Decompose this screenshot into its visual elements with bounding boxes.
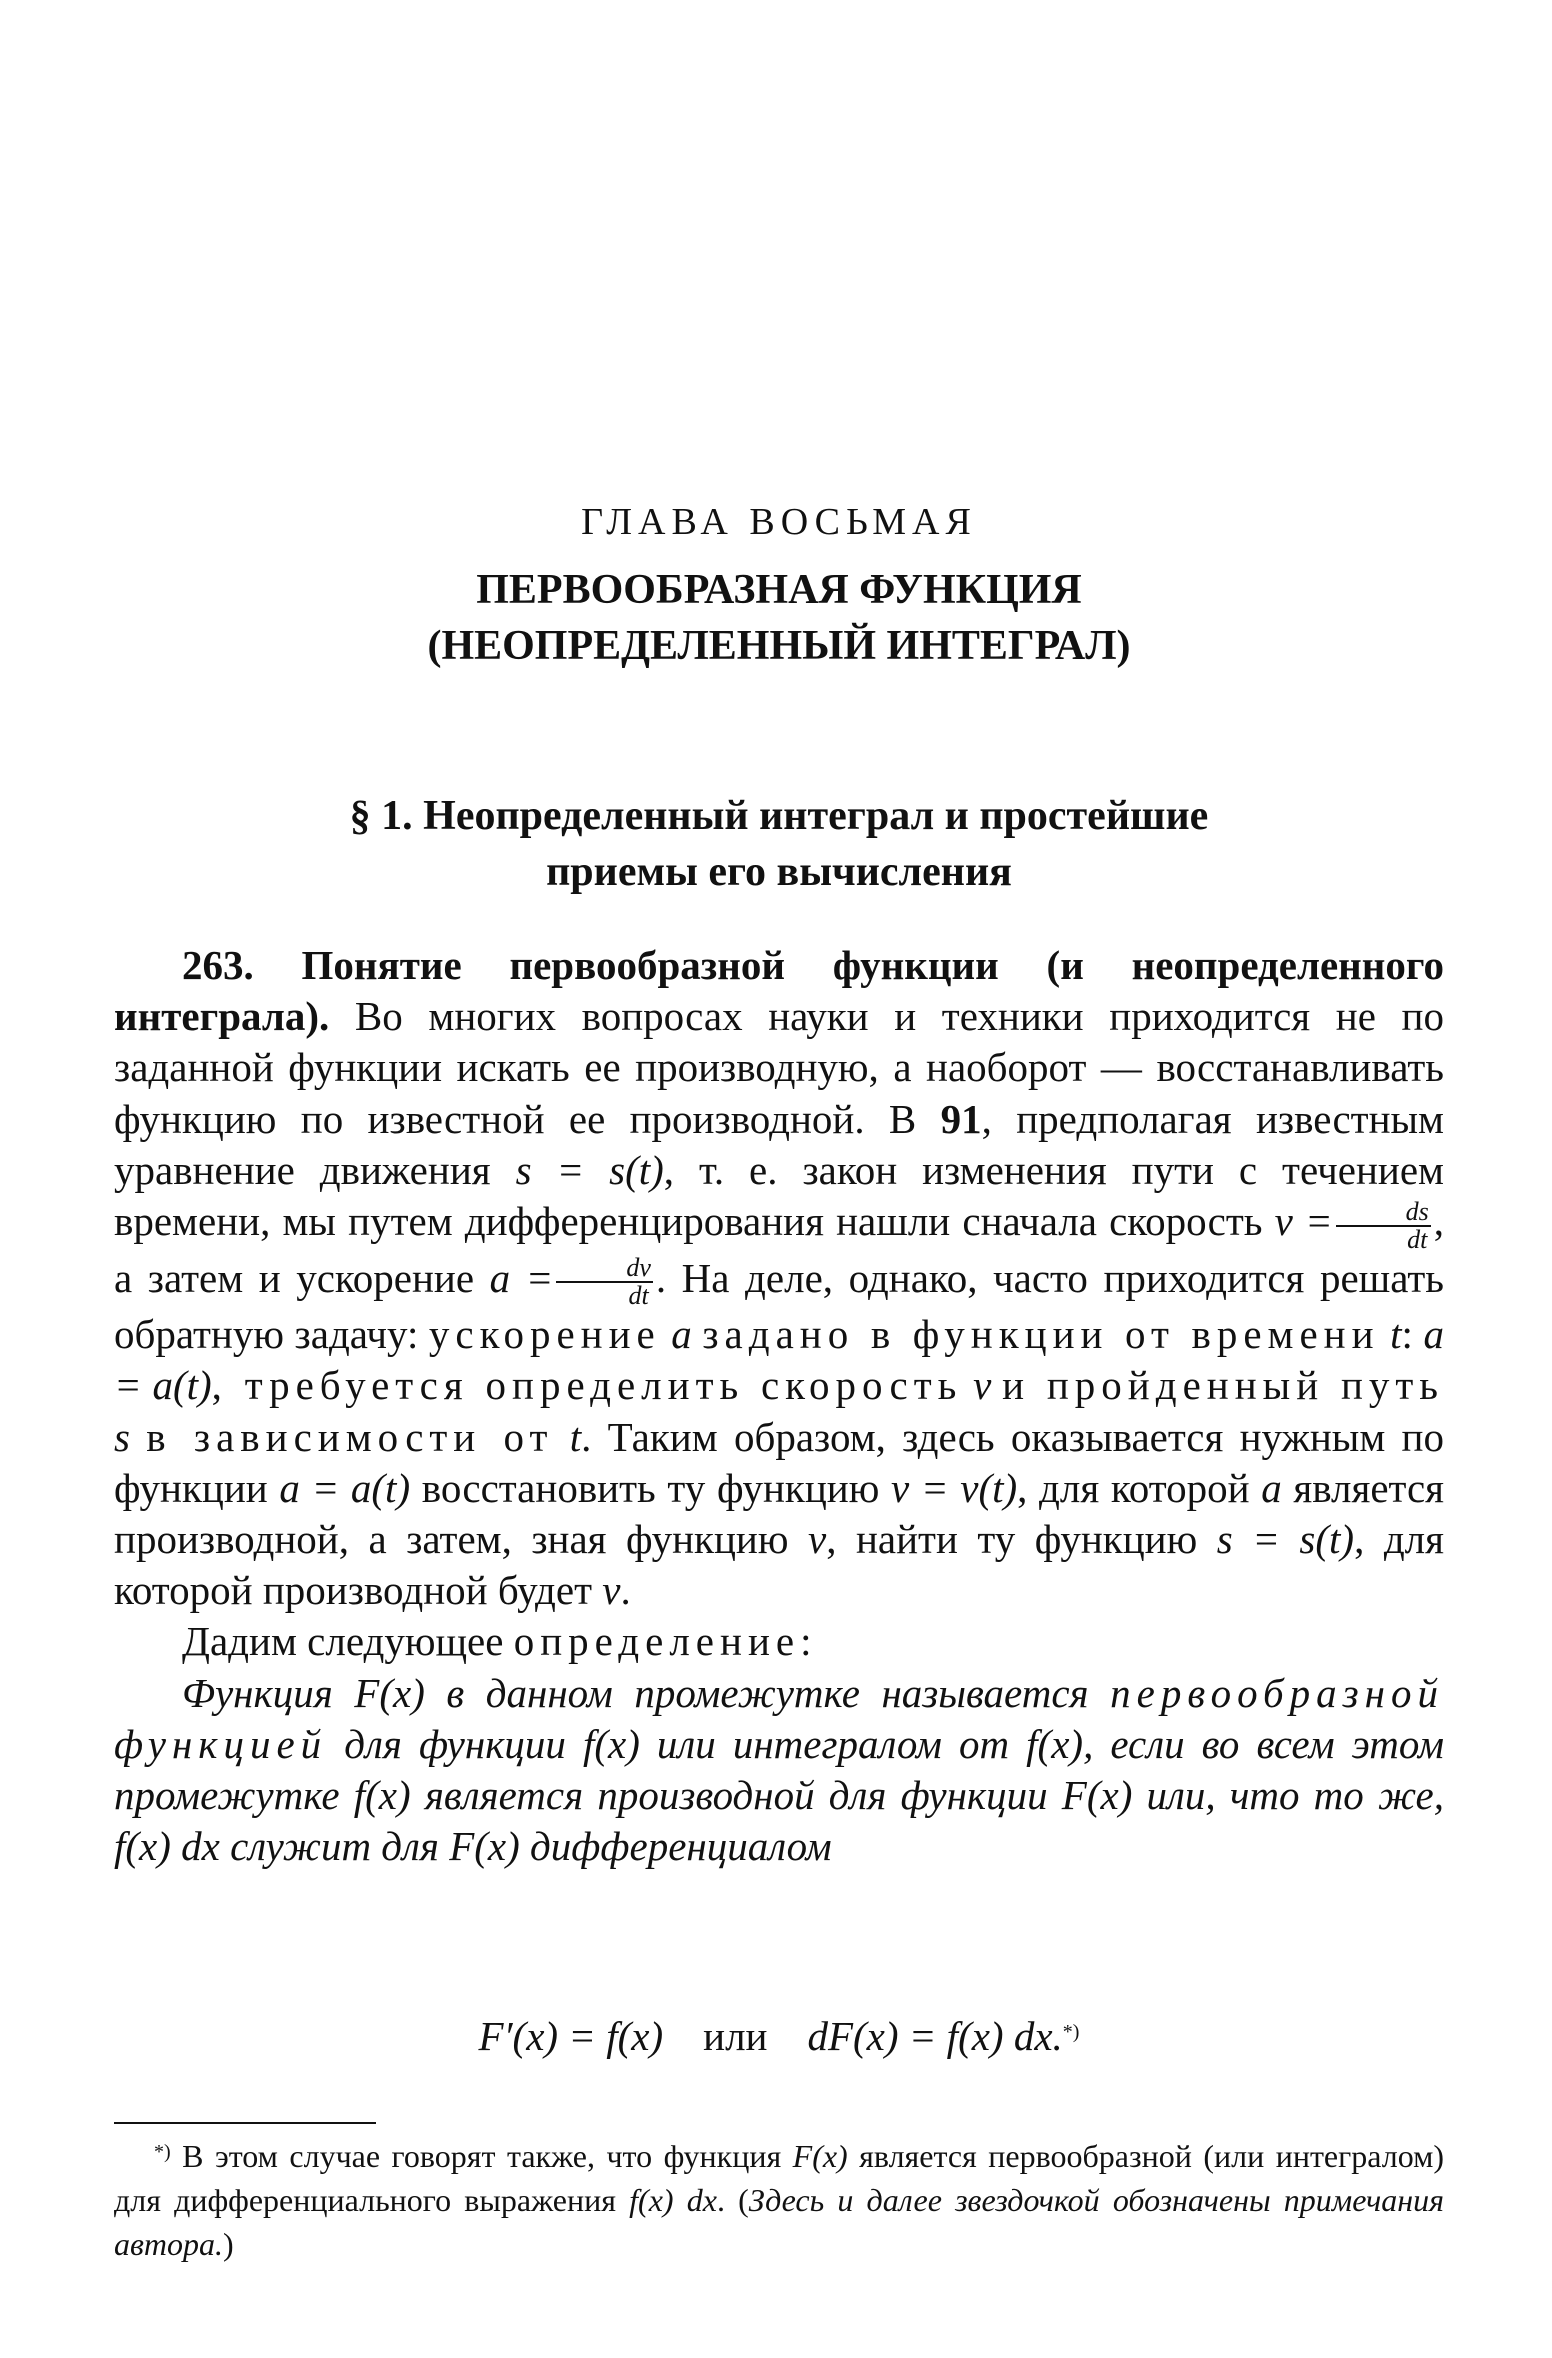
section-reference: 91 — [940, 1095, 982, 1142]
display-formula — [114, 2010, 1444, 2062]
chapter-label: ГЛАВА ВОСЬМАЯ — [581, 501, 977, 543]
footnote-marker: *) — [154, 2141, 171, 2163]
footnote-marker: *) — [1062, 2021, 1080, 2043]
math-var: a — [1261, 1464, 1282, 1511]
math-F-of-x: F(x) — [449, 1823, 520, 1870]
math-F-of-x: F(x) — [354, 1669, 425, 1716]
text-run: Дадим следующее — [182, 1618, 514, 1665]
spaced-text: ускорение — [428, 1311, 661, 1358]
text-run: является производной, а затем, зная функцию — [114, 1464, 1445, 1563]
spaced-text: определение — [513, 1618, 801, 1665]
section-title-line2: приемы его вычисления — [546, 849, 1012, 895]
formula-left: F′(x) = f(x) — [478, 2013, 664, 2059]
text-run: : — [1401, 1311, 1424, 1358]
spaced-text: и пройденный путь — [1002, 1362, 1445, 1409]
section-title-line1: § 1. Неопределенный интеграл и простейшие — [349, 793, 1209, 839]
math-f-of-x: f(x) — [353, 1772, 411, 1819]
text-run: , для которой производной будет — [114, 1516, 1445, 1614]
text-run: , а затем и ускорение — [114, 1198, 1444, 1301]
fraction-dv-dt — [556, 1255, 653, 1309]
text-run: является первообразной (или интегралом) для дифференциального выражения — [114, 2138, 1444, 2218]
definition-intro — [114, 1616, 1444, 1667]
math-F-of-x: F(x) — [1061, 1772, 1133, 1819]
spaced-text: в зависимости от — [146, 1413, 554, 1460]
text-run: . — [620, 1567, 631, 1614]
text-run: . На деле, однако, часто приходится решать обратную задачу: — [114, 1254, 1444, 1358]
text-run: , для которой — [1017, 1464, 1262, 1511]
author-note: Здесь и далее звездочкой обозначены примечания автора. — [114, 2182, 1445, 2262]
spaced-text: , требуется определить скорость — [211, 1362, 963, 1409]
text-run: Во многих вопросах науки и техники приходится не по заданной функции искать ее производную, а наоборот — восстанавливать функцию по известной ее производной. В — [114, 993, 1444, 1142]
math-v-of-t: v = v(t) — [891, 1464, 1018, 1511]
text-run: для функции — [327, 1720, 583, 1767]
text-run: или интегралом от — [639, 1720, 1027, 1767]
chapter-title — [114, 562, 1444, 674]
math-var: a — [660, 1311, 703, 1358]
formula-word: или — [703, 2013, 768, 2059]
text-run: является производной для функции — [410, 1772, 1062, 1819]
fraction-numerator: dv — [556, 1255, 653, 1283]
text-run: : — [800, 1618, 812, 1665]
math-var: t — [1379, 1311, 1402, 1358]
math-F-of-x: F(x) — [792, 2138, 848, 2174]
math-a-of-t: a = a(t) — [114, 1311, 1444, 1409]
math-a-of-t: a = a(t) — [279, 1464, 411, 1511]
text-run: дифференциалом — [519, 1823, 832, 1870]
math-var: s — [114, 1413, 147, 1460]
text-run: восстановить ту функцию — [410, 1464, 892, 1511]
math-a-eq: a = — [489, 1254, 554, 1301]
math-var: v — [808, 1516, 827, 1563]
text-run: , найти ту функцию — [826, 1516, 1217, 1563]
math-s-of-t: s = s(t) — [515, 1146, 664, 1193]
text-run: . Таким образом, здесь оказывается нужным по функции — [114, 1413, 1444, 1511]
math-var: t — [553, 1413, 582, 1460]
paragraph-263 — [114, 940, 1444, 1616]
fraction-numerator: ds — [1336, 1199, 1431, 1227]
math-f-of-x: f(x) — [582, 1720, 640, 1767]
text-run: , т. е. закон изменения пути с течением времени, мы путем дифференцирования нашли сначала скорость — [114, 1146, 1444, 1245]
paragraph-heading: 263. Понятие первообразной функции (и неопределенного интеграла). — [114, 942, 1444, 1040]
math-v-eq: v = — [1274, 1198, 1333, 1245]
section-title — [114, 788, 1444, 900]
fraction-denominator: dt — [628, 1281, 649, 1311]
fraction-denominator: dt — [1407, 1224, 1428, 1254]
chapter-title-line1: ПЕРВООБРАЗНАЯ ФУНКЦИЯ — [476, 567, 1082, 613]
fraction-ds-dt — [1336, 1196, 1431, 1254]
chapter-title-line2: (НЕОПРЕДЕЛЕННЫЙ ИНТЕГРАЛ) — [427, 623, 1131, 669]
formula-right: dF(x) = f(x) dx. — [807, 2013, 1063, 2059]
text-run: или, что то же, — [1132, 1772, 1445, 1819]
text-run: в данном промежутке называется — [424, 1669, 1111, 1716]
text-run: Функция — [182, 1669, 355, 1716]
text-run: ) — [223, 2226, 234, 2262]
math-s-of-t: s = s(t) — [1216, 1516, 1355, 1563]
text-run: , если во всем этом промежутке — [114, 1720, 1444, 1819]
footnote-divider — [114, 2122, 376, 2124]
main-text — [114, 940, 1444, 1872]
text-run: , предполагая известным уравнение движения — [114, 1095, 1444, 1193]
text-run: . ( — [716, 2182, 749, 2218]
math-f-of-x-dx: f(x) dx — [114, 1823, 220, 1870]
spaced-text: задано в функции от времени — [702, 1311, 1380, 1358]
text-run: служит для — [219, 1823, 450, 1870]
spaced-term: первообразной функцией — [114, 1669, 1444, 1767]
text-run: В этом случае говорят также, что функция — [170, 2138, 793, 2174]
math-var: v — [602, 1567, 621, 1614]
footnote — [114, 2134, 1444, 2266]
definition-text — [114, 1668, 1444, 1873]
math-var: v — [962, 1362, 1003, 1409]
math-f-of-x: f(x) — [1026, 1720, 1084, 1767]
math-f-of-x-dx: f(x) dx — [629, 2182, 717, 2218]
